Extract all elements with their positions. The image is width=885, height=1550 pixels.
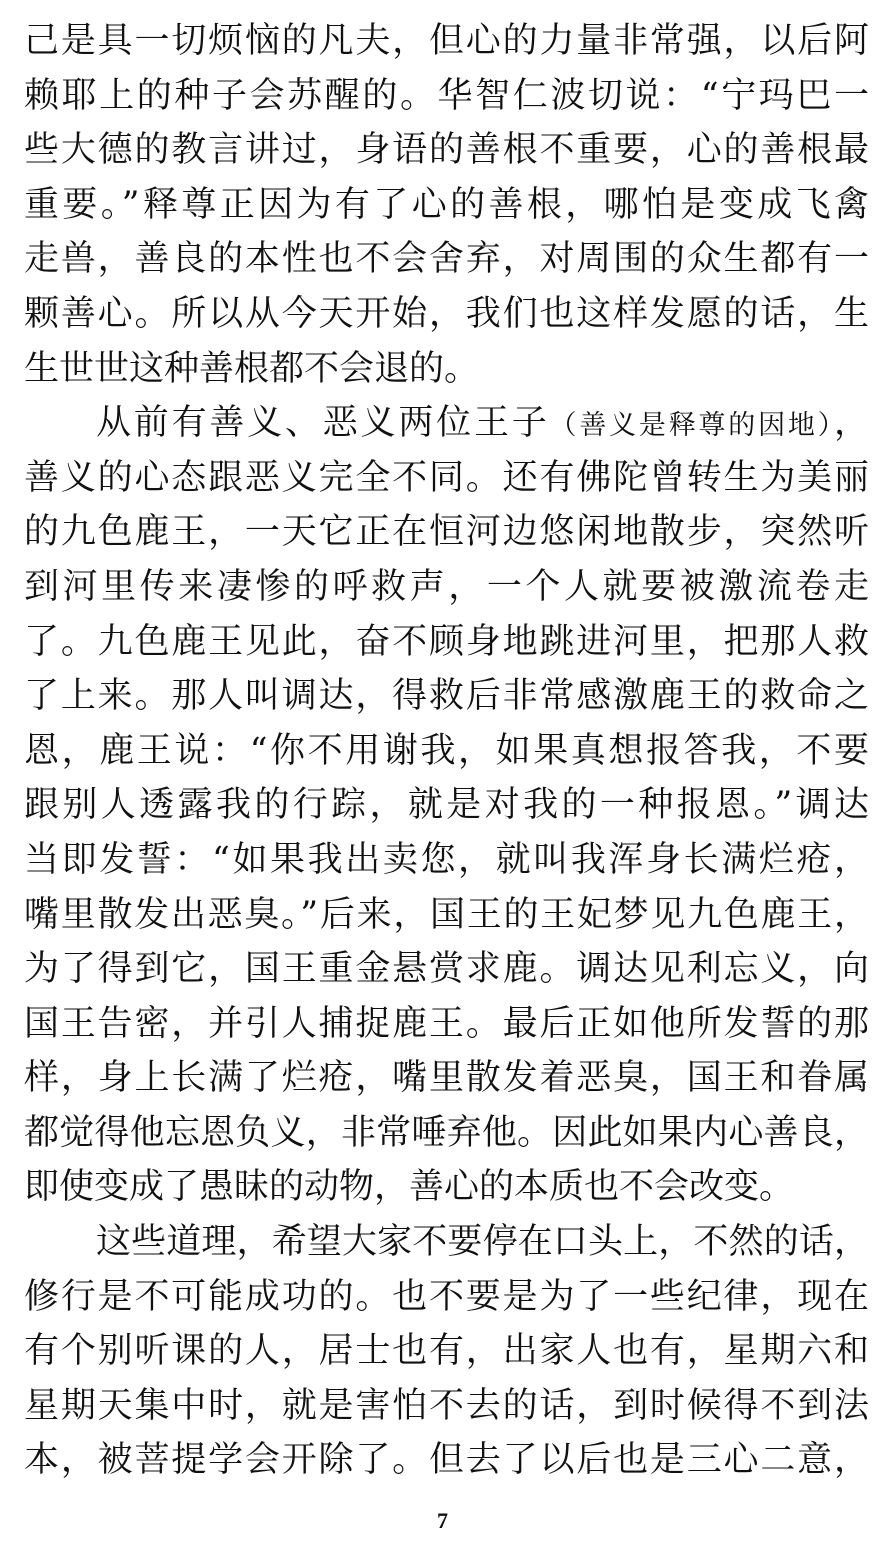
text-line: 了上来。那人叫调达，得救后非常感激鹿王的救命之 — [24, 676, 869, 717]
text-line: 颗善心。所以从今天开始，我们也这样发愿的话，生 — [24, 293, 869, 334]
text-line: 星期天集中时，就是害怕不去的话，到时候得不到法 — [24, 1385, 869, 1426]
text-line: 些大德的教言讲过，身语的善根不重要，心的善根最 — [24, 130, 869, 171]
paragraph-start-line — [24, 396, 869, 451]
text-line: 国王告密，并引人捕捉鹿王。最后正如他所发誓的那 — [24, 1003, 869, 1044]
text-line: 跟别人透露我的行踪，就是对我的一种报恩。”调达 — [24, 785, 869, 826]
text-line: 都觉得他忘恩负义，非常唾弃他。因此如果内心善良， — [24, 1112, 869, 1153]
text-span: ， — [833, 403, 869, 444]
text-line: 修行是不可能成功的。也不要是为了一些纪律，现在 — [24, 1276, 869, 1317]
text-line: 生世世这种善根都不会退的。 — [24, 348, 480, 389]
text-line: 为了得到它，国王重金悬赏求鹿。调达见利忘义，向 — [24, 949, 869, 990]
text-line: 嘴里散发出恶臭。”后来，国王的王妃梦见九色鹿王， — [24, 894, 869, 935]
text-line: 重要。”释尊正因为有了心的善根，哪怕是变成飞禽 — [24, 184, 869, 225]
inline-note: （善义是释尊的因地） — [549, 410, 834, 442]
text-line: 善义的心态跟恶义完全不同。还有佛陀曾转生为美丽 — [24, 457, 869, 498]
text-line: 恩，鹿王说：“你不用谢我，如果真想报答我，不要 — [24, 730, 869, 771]
text-line: 了。九色鹿王见此，奋不顾身地跳进河里，把那人救 — [24, 621, 869, 662]
paragraph-start-line: 这些道理，希望大家不要停在口头上，不然的话， — [96, 1222, 869, 1263]
text-line: 即使变成了愚昧的动物，善心的本质也不会改变。 — [24, 1167, 795, 1208]
page-body — [24, 14, 869, 1488]
text-line: 走兽，善良的本性也不会舍弃，对周围的众生都有一 — [24, 239, 869, 280]
text-line: 本，被菩提学会开除了。但去了以后也是三心二意， — [24, 1440, 869, 1481]
text-line: 当即发誓：“如果我出卖您，就叫我浑身长满烂疮， — [24, 839, 869, 880]
text-line: 赖耶上的种子会苏醒的。华智仁波切说：“宁玛巴一 — [24, 75, 869, 116]
page-number: 7 — [437, 1508, 448, 1533]
text-line: 的九色鹿王，一天它正在恒河边悠闲地散步，突然听 — [24, 512, 869, 553]
text-line: 有个别听课的人，居士也有，出家人也有，星期六和 — [24, 1331, 869, 1372]
text-line: 到河里传来凄惨的呼救声，一个人就要被激流卷走 — [24, 566, 869, 607]
text-line: 己是具一切烦恼的凡夫，但心的力量非常强，以后阿 — [24, 21, 869, 61]
text-span: 从前有善义、恶义两位王子 — [96, 403, 550, 444]
text-line: 样，身上长满了烂疮，嘴里散发着恶臭，国王和眷属 — [24, 1058, 869, 1099]
